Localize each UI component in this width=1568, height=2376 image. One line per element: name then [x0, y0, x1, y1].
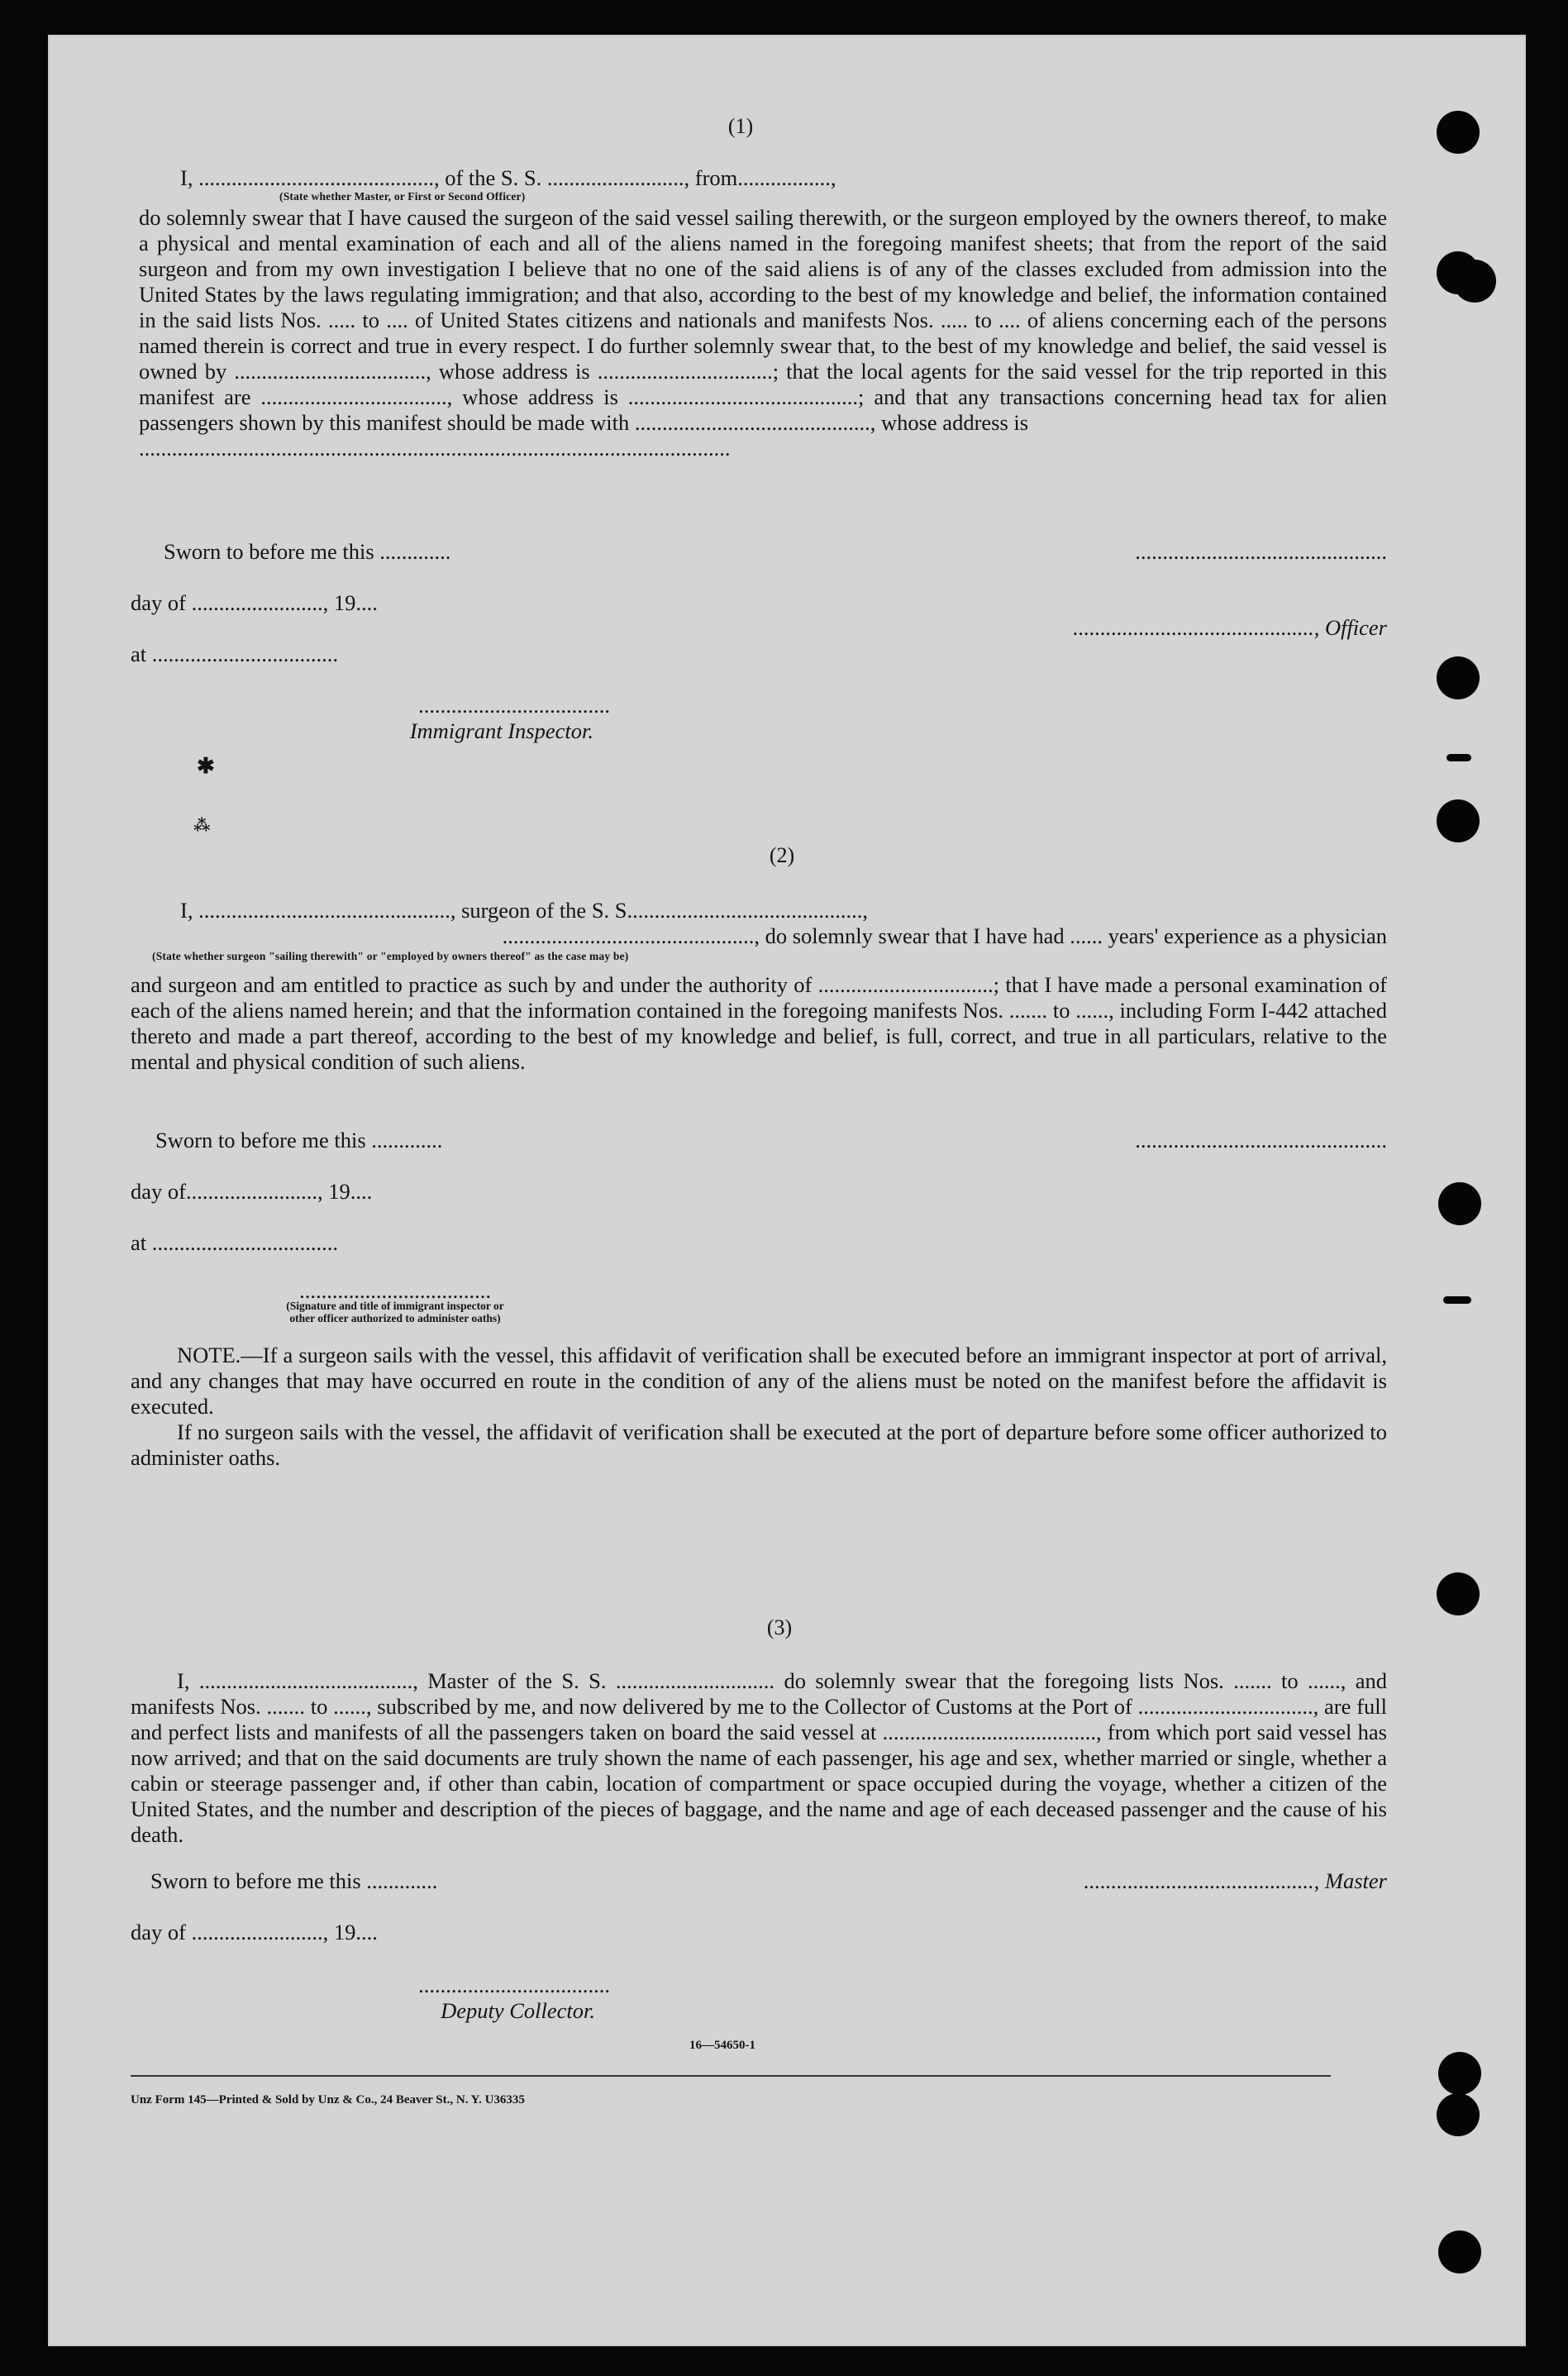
binder-hole [1438, 2052, 1481, 2095]
printer-imprint: Unz Form 145—Printed & Sold by Unz & Co., 24 Beaver St., N. Y. U36335 [131, 2093, 525, 2106]
surgeon-oath-second-line: .............................................., do solemnly swear that I have had ...... years' experience as a physician [502, 923, 1387, 948]
surgeon-oath-first-line: I, .............................................., surgeon of the S. S..........................................., [180, 898, 869, 923]
binder-hole [1437, 656, 1480, 699]
at-line: at .................................. [131, 642, 338, 666]
collector-title: Deputy Collector. [441, 1998, 595, 2023]
signature-caption: (Signature and title of immigrant inspector or [286, 1300, 504, 1312]
inspector-signature-dots: ................................... [299, 1278, 491, 1303]
note-paragraph [131, 1343, 1387, 1419]
signature-line: .............................................. [1135, 1128, 1387, 1152]
officer-signature-line: ............................................, Officer [1073, 615, 1387, 640]
section-2-heading: (2) [769, 843, 795, 867]
surgeon-note: (State whether surgeon "sailing therewith" or "employed by owners thereof" as the case may be) [152, 950, 629, 962]
master-final-oath-body: I, ......................................., Master of the S. S. ............................. do solemnly swear that the foregoing lists Nos. ....... to ......, and manifests Nos. ....... to ......, subscribed by me, and now delivered by me to the Collector of Customs at the Port of ................................, are full and perfect lists and manifests of all the passengers taken on board the said vessel at ......................................., from which port said vessel has now arrived; and that on the said documents are truly shown the name of each passenger, his age and sex, whether married or single, whether a cabin or steerage passenger and, if other than cabin, location of compartment or space occupied during the voyage, whether a citizen of the United States, and the number and description of the pieces of baggage, and the name and age of each deceased passenger and the cause of his death. [131, 1668, 1387, 1847]
footer-divider [131, 2075, 1331, 2077]
master-oath-body: do solemnly swear that I have caused the surgeon of the said vessel sailing therewith, or the surgeon employed by the owners thereof, to make a physical and mental examination of each and all of the aliens named in the foregoing manifest sheets; that from the report of the said surgeon and from my own investigation I believe that no one of the said aliens is of any of the classes excluded from admission into the United States by the laws regulating immigration; and that also, according to the best of my knowledge and belief, the information contained in the said lists Nos. ..... to .... of United States citizens and nationals and manifests Nos. ..... to .... of aliens concerning each of the persons named therein is correct and true in every respect. I do further solemnly swear that, to the best of my knowledge and belief, the said vessel is owned by ..................................., whose address is ................................; that the local agents for the said vessel for the trip reported in this manifest are .................................., whose address is ..........................................; and that any transactions concerning head tax for alien passengers shown by this manifest should be made with ..........................................., whose address is [139, 205, 1387, 435]
trailing-dots: ............................................................................................................ [139, 436, 731, 460]
surgeon-oath-body: and surgeon and am entitled to practice as such by and under the authority of ................................; that I have made a personal examination of each of the aliens named herein; and that the information contained in the foregoing manifests Nos. ....... to ......, including Form I-442 attached thereto and made a part thereof, according to the best of my knowledge and belief, is full, correct, and true in all particulars, relative to the mental and physical condition of such aliens. [131, 972, 1387, 1074]
form-sheet [48, 35, 1526, 2346]
section-3-heading: (3) [766, 1615, 793, 1639]
stray-mark: ✱ [197, 754, 215, 778]
binder-notch [1443, 1296, 1471, 1304]
note-text: —If a surgeon sails with the vessel, this affidavit of verification shall be executed before an immigrant inspector at port of arrival, and any changes that may have occurred en route in the condition of any of the aliens must be noted on the manifest before the affidavit is executed. [131, 1343, 1387, 1419]
sworn-line: Sworn to before me this ............. [150, 1868, 438, 1893]
form-code: 16—54650-1 [689, 2039, 755, 2052]
signature-caption: other officer authorized to administer oaths) [289, 1312, 501, 1324]
collector-signature-dots: ................................... [418, 1973, 610, 1997]
note-paragraph-2: If no surgeon sails with the vessel, the affidavit of verification shall be executed at the port of departure before some officer authorized to administer oaths. [131, 1419, 1387, 1470]
binder-hole [1437, 1572, 1480, 1615]
inspector-title: Immigrant Inspector. [409, 718, 593, 743]
note-label: NOTE. [177, 1343, 241, 1367]
section-1-heading: (1) [727, 114, 754, 138]
stray-mark: ⁂ [193, 817, 211, 835]
inspector-signature-dots: ................................... [418, 693, 610, 718]
day-line: day of ........................, 19.... [131, 1920, 378, 1944]
binder-notch [1446, 754, 1471, 761]
master-signature-line: .........................................., Master [1084, 1868, 1387, 1893]
binder-hole [1438, 2230, 1481, 2273]
day-line: day of........................, 19.... [131, 1179, 373, 1204]
binder-hole [1453, 260, 1496, 303]
sworn-line: Sworn to before me this ............. [155, 1128, 443, 1152]
master-oath-first-line: I, ..........................................., of the S. S. ........................., from................., [180, 165, 836, 190]
binder-hole [1438, 1182, 1481, 1225]
binder-hole [1437, 2093, 1480, 2136]
day-line: day of ........................, 19.... [131, 590, 378, 615]
sworn-line: Sworn to before me this ............. [164, 539, 451, 564]
master-officer-note: (State whether Master, or First or Second Officer) [279, 190, 526, 203]
binder-hole [1437, 799, 1480, 842]
signature-line: .............................................. [1135, 539, 1387, 564]
at-line: at .................................. [131, 1230, 338, 1255]
binder-hole [1437, 111, 1480, 154]
